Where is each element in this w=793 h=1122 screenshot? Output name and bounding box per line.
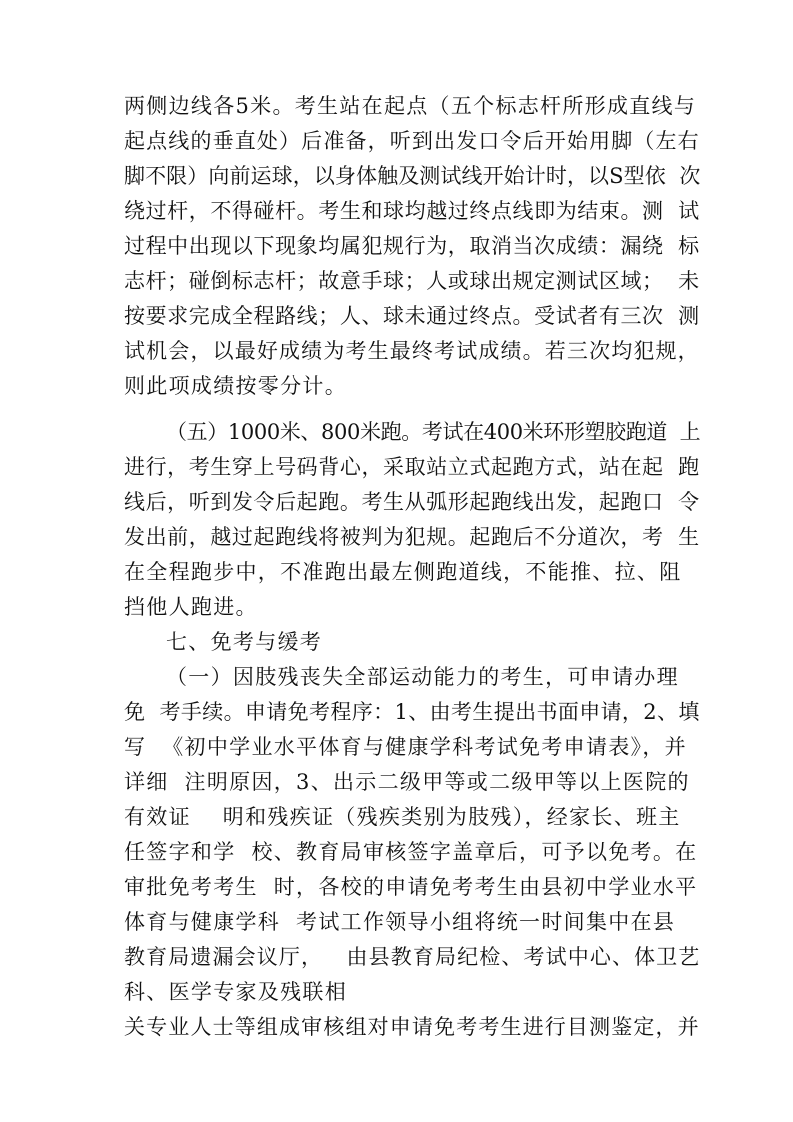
text-line: 按要求完成全程路线；人、球未通过终点。受试者有三次 测 bbox=[124, 304, 700, 328]
text-line: 绕过杆，不得碰杆。考生和球均越过终点线即为结束。测 试 bbox=[124, 199, 700, 223]
text-line: 两侧边线各5米。考生站在起点（五个标志杆所形成直线与 bbox=[124, 94, 697, 118]
text-line: 线后，听到发令后起跑。考生从弧形起跑线出发，起跑口 令 bbox=[124, 490, 700, 514]
text-line: 任签字和学 校、教育局审核签字盖章后，可予以免考。在 bbox=[124, 840, 698, 864]
text-line: 志杆；碰倒标志杆；故意手球；人或球出规定测试区域； 未 bbox=[124, 269, 700, 293]
text-line: 在全程跑步中，不准跑出最左侧跑道线，不能推、拉、阻 bbox=[124, 560, 682, 584]
text-line: 体育与健康学科 考试工作领导小组将统一时间集中在县 bbox=[124, 910, 676, 934]
text-line: 则此项成绩按零分计。 bbox=[124, 374, 347, 398]
text-line: 进行，考生穿上号码背心，采取站立式起跑方式，站在起 跑 bbox=[124, 455, 700, 479]
section-paragraph-start: （一）因肢残丧失全部运动能力的考生，可申请办理 bbox=[166, 665, 679, 689]
text-line: 试机会，以最好成绩为考生最终考试成绩。若三次均犯规， bbox=[124, 339, 700, 363]
section-heading: 七、免考与缓考 bbox=[166, 630, 323, 654]
text-line: 发出前，越过起跑线将被判为犯规。起跑后不分道次，考 生 bbox=[124, 525, 700, 549]
text-line: 免 考手续。申请免考程序：1、由考生提出书面申请，2、填 bbox=[124, 700, 700, 724]
text-line: 挡他人跑进。 bbox=[124, 595, 258, 619]
text-line: 有效证 明和残疾证（残疾类别为肢残），经家长、班主 bbox=[124, 805, 681, 829]
text-line: 起点线的垂直处）后准备，听到出发口令后开始用脚（左右 bbox=[124, 129, 700, 153]
section-paragraph-start: （五）1000米、800米跑。考试在400米环形塑胶跑道 上 bbox=[166, 420, 701, 444]
text-line: 脚不限）向前运球，以身体触及测试线开始计时，以S型依 次 bbox=[124, 164, 701, 188]
text-line: 科、医学专家及残联相 bbox=[124, 980, 347, 1004]
text-line: 详细 注明原因，3、出示二级甲等或二级甲等以上医院的 bbox=[124, 770, 690, 794]
text-line: 关专业人士等组成审核组对申请免考考生进行目测鉴定，并 bbox=[124, 1015, 700, 1039]
text-line: 过程中出现以下现象均属犯规行为，取消当次成绩：漏绕 标 bbox=[124, 234, 700, 258]
text-line: 教育局遗漏会议厅， 由县教育局纪检、考试中心、体卫艺 bbox=[124, 945, 701, 969]
text-line: 写 《初中学业水平体育与健康学科考试免考申请表》，并 bbox=[124, 735, 687, 759]
text-line: 审批免考考生 时，各校的申请免考考生由县初中学业水平 bbox=[124, 875, 698, 899]
